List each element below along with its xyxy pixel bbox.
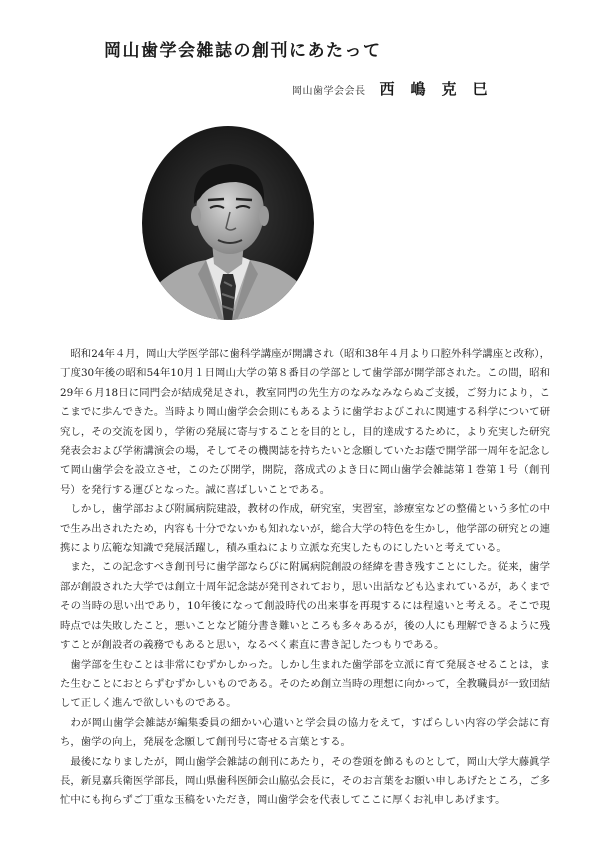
body-paragraph: 昭和24年４月，岡山大学医学部に歯科学講座が開講され（昭和38年４月より口腔外科学講座と改称），丁度30年後の昭和54年10月１日岡山大学の第８番目の学部として歯学部が開学部された。この間，昭和29年６月18日に同門会が結成発足され，教室同門の先生方のなみなみならぬご支援，ご努力により，ここまでに歩んできた。当時より岡山歯学会会則にもあるように歯学およびこれに関連する科学について研究し，その交流を図り，学術の発展に寄与することを目的とし，目的達成するために，より充実した研究発表会および学術講演会の場，そしてその機関誌を持ちたいと念願していたお蔭で開学部一周年を記念して岡山歯学会を設立させ，このたび開学，開院，落成式のよき日に岡山歯学会雑誌第１巻第１号（創刊号）を発行する運びとなった。誠に喜ばしいことである。 [60, 348, 550, 496]
body-paragraph: しかし，歯学部および附属病院建設，教材の作成，研究室，実習室，診療室などの整備という多忙の中で生み出されたため，内容も十分でないかも知れないが，総合大学の特色を生かし，他学部の研究との連携により広範な知識で発展活躍し，積み重ねにより立派な充実したものにしたいと考えている。 [60, 503, 550, 555]
body-paragraph: 歯学部を生むことは非常にむずかしかった。しかし生まれた歯学部を立派に育て発展させることは，また生むことにおとらずむずかしいものである。そのため創立当時の理想に向かって，全教職員が一致団結して正しく進んで欲しいものである。 [60, 658, 550, 710]
body-paragraph: わが岡山歯学会雑誌が編集委員の細かい心遣いと学会員の協力をえて，すばらしい内容の学会誌に育ち，歯学の向上，発展を念願して創刊号に寄せる言葉とする。 [60, 716, 550, 749]
article-body [60, 345, 550, 811]
author-line [292, 78, 504, 99]
article-title: 岡山歯学会雑誌の創刊にあたって [104, 41, 382, 61]
author-role: 岡山歯学会会長 [292, 86, 366, 97]
body-paragraph: 最後になりましたが，岡山歯学会雑誌の創刊にあたり，その巻頭を飾るものとして，岡山大学大藤眞学長，新見嘉兵衛医学部長，岡山県歯科医師会山脇弘会長に，そのお言葉をお願い申しあげたところ，ご多忙中にも拘らずご丁重な玉稿をいただき，岡山歯学会を代表してここに厚くお礼申しあげます。 [60, 755, 550, 807]
portrait-photo-icon [140, 124, 316, 322]
author-name: 西嶋克巳 [379, 80, 504, 98]
body-paragraph: また，この記念すべき創刊号に歯学部ならびに附属病院創設の経緯を書き残すことにした。従来，歯学部が創設された大学では創立十周年記念誌が発刊されており，思い出話なども込まれているが，あくまでその当時の思い出であり，10年後になって創設時代の出来事を再現するには程遠いと考える。そこで現時点では失敗したこと，悪いことなど随分書き難いところも多々あるが，後の人にも理解できるように残すことが創設者の義務でもあると思い，なるべく素直に書き記したつもりである。 [60, 561, 550, 652]
